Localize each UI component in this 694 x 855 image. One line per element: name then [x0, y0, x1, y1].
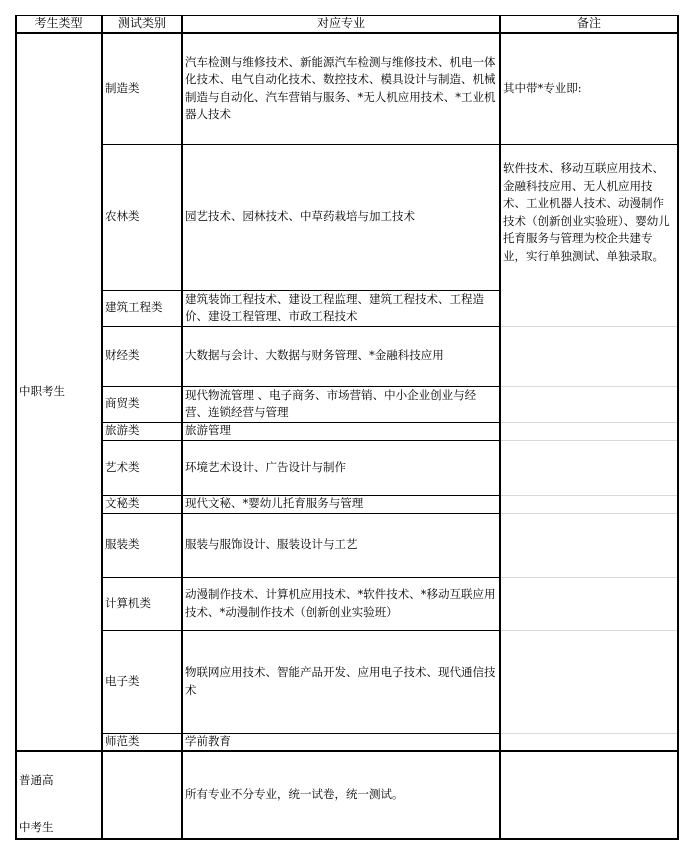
remarks-gridline [501, 733, 678, 734]
remarks-gridline [501, 326, 678, 327]
majors-cell: 现代文秘、*婴幼儿托育服务与管理 [185, 496, 364, 511]
majors-cell: 汽车检测与维修技术、新能源汽车检测与维修技术、机电一体化技术、电气自动化技术、数控技术、模具设计与制造、机械制造与自动化、汽车营销与服务、*无人机应用技术、*工业机器人技术 [185, 54, 496, 121]
remarks-intro: 其中带*专业即: [503, 80, 582, 95]
category-cell: 制造类 [105, 80, 140, 95]
category-cell: 艺术类 [105, 459, 140, 474]
category-cell: 旅游类 [105, 423, 140, 438]
table-border-bottom [15, 838, 679, 840]
remarks-gridline [501, 495, 678, 496]
majors-cell: 服装与服饰设计、服装设计与工艺 [185, 537, 358, 552]
category-cell: 商贸类 [105, 396, 140, 411]
category-cell: 建筑工程类 [105, 300, 163, 315]
category-cell: 服装类 [105, 537, 140, 552]
remarks-gridline [501, 513, 678, 514]
column-header: 考生类型 [34, 16, 83, 31]
student-type-highschool-line2: 中考生 [19, 820, 54, 835]
student-type-highschool-line1: 普通高 [19, 773, 54, 788]
remarks-gridline [501, 440, 678, 441]
student-type-vocational: 中职考生 [19, 384, 65, 399]
col-divider-2 [181, 15, 183, 840]
border-right [677, 15, 679, 840]
remarks-gridline [501, 577, 678, 578]
category-cell: 计算机类 [105, 595, 151, 610]
remarks-divider [500, 144, 678, 145]
majors-cell: 学前教育 [185, 734, 231, 749]
remarks-gridline [501, 422, 678, 423]
majors-cell: 建筑装饰工程技术、建设工程监理、建筑工程技术、工程造价、建设工程管理、市政工程技术 [185, 291, 484, 323]
majors-cell: 旅游管理 [185, 423, 231, 438]
majors-cell: 动漫制作技术、计算机应用技术、*软件技术、*移动互联应用技术、*动漫制作技术（创新创业实验班） [185, 587, 496, 619]
remarks-gridline [501, 630, 678, 631]
column-header: 对应专业 [316, 16, 365, 31]
majors-cell: 现代物流管理 、电子商务、市场营销、中小企业创业与经营、连锁经营与管理 [185, 387, 477, 419]
category-cell: 财经类 [105, 348, 140, 363]
remarks-gridline [501, 386, 678, 387]
majors-cell: 园艺技术、园林技术、中草药栽培与加工技术 [185, 209, 415, 224]
majors-cell: 大数据与会计、大数据与财务管理、*金融科技应用 [185, 348, 444, 363]
col-divider-3 [499, 15, 501, 840]
col-divider-1 [101, 15, 103, 840]
column-header: 备注 [576, 16, 601, 31]
category-cell: 文秘类 [105, 496, 140, 511]
border-left [15, 15, 17, 840]
majors-cell: 所有专业不分专业，统一试卷，统一测试。 [185, 786, 404, 801]
remarks-body: 软件技术、移动互联应用技术、金融科技应用、无人机应用技术、工业机器人技术、动漫制作技术（创新创业实验班）、婴幼儿托育服务与管理为校企共建专业，实行单独测试、单独录取。 [503, 161, 670, 263]
column-header: 测试类别 [117, 16, 166, 31]
majors-cell: 物联网应用技术、智能产品开发、应用电子技术、现代通信技术 [185, 665, 496, 697]
category-cell [105, 751, 181, 838]
category-cell: 农林类 [105, 209, 140, 224]
category-cell: 电子类 [105, 673, 140, 688]
category-cell: 师范类 [105, 734, 140, 749]
majors-cell: 环境艺术设计、广告设计与制作 [185, 459, 346, 474]
